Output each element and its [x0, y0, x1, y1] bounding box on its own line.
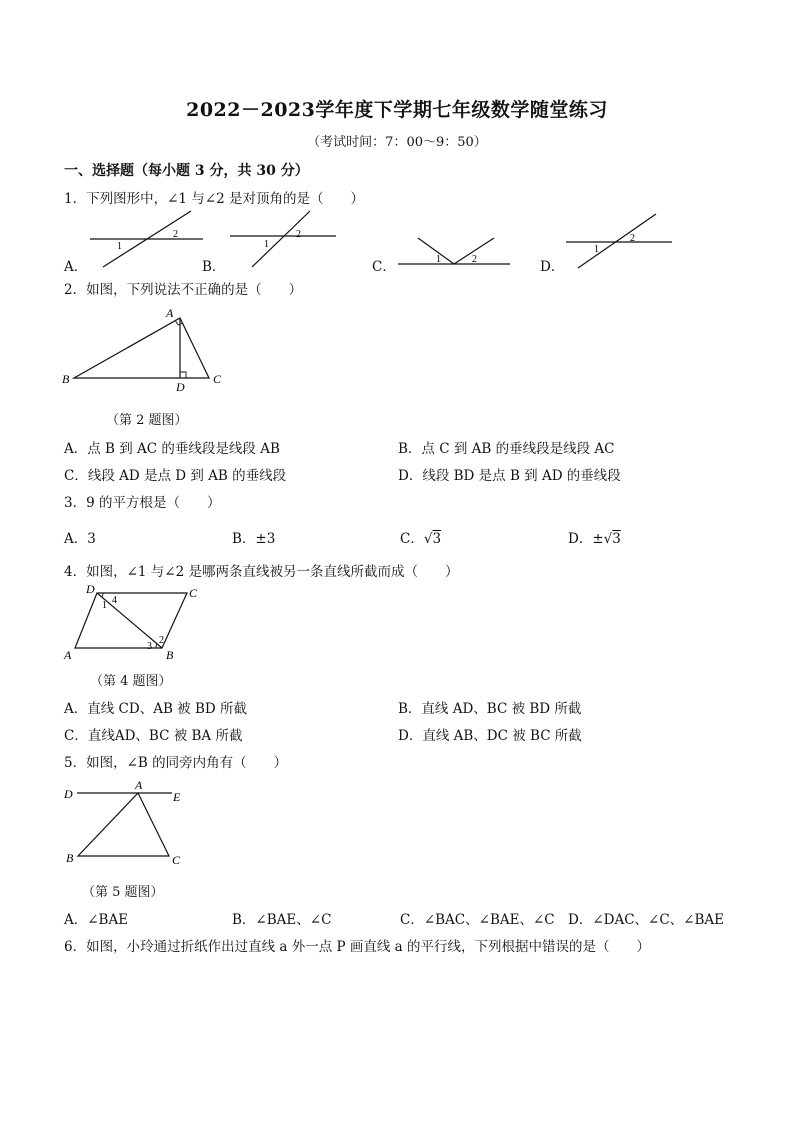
- exam-time: （考试时间：7：00～9：50）: [307, 135, 487, 150]
- q1-figure-b: [226, 205, 341, 270]
- q5-point-b: B: [66, 851, 74, 865]
- q5-point-a: A: [135, 778, 143, 792]
- q1c-angle-1: 1: [436, 254, 441, 265]
- q4-point-a: A: [64, 648, 72, 662]
- q3-option-d-label: D．±: [568, 531, 604, 547]
- q2-point-d: D: [176, 380, 185, 394]
- q2-option-d: D．线段 BD 是点 B 到 AD 的垂线段: [398, 468, 621, 484]
- q2-point-b: B: [62, 372, 70, 386]
- q1-figure-d: [562, 210, 677, 272]
- q2-point-c: C: [213, 372, 222, 386]
- q1b-angle-1: 1: [264, 239, 269, 250]
- q1d-angle-1: 1: [594, 244, 599, 255]
- q4-angle-4: 4: [112, 595, 117, 606]
- q4-point-b: B: [166, 648, 174, 662]
- q3-option-a: A．3: [64, 531, 96, 547]
- q4-angle-1: 1: [102, 600, 107, 611]
- q1-figure-a: [85, 205, 210, 270]
- q5-point-d: D: [64, 787, 73, 801]
- q5-option-a: A．∠BAE: [64, 912, 129, 928]
- q5-option-c: C．∠BAC、∠BAE、∠C: [400, 912, 555, 928]
- q4-point-c: C: [189, 586, 198, 600]
- q1-figure-c: [394, 230, 514, 270]
- section-heading-choice: 一、选择题（每小题 3 分，共 30 分）: [64, 163, 309, 179]
- q1c-angle-2: 2: [472, 254, 477, 265]
- q4-option-c: C．直线AD、BC 被 BA 所截: [64, 728, 243, 744]
- q5-caption: （第 5 题图）: [82, 885, 164, 900]
- q1-option-c-label: C．: [372, 259, 396, 275]
- page-title: 2022－2023学年度下学期七年级数学随堂练习: [186, 99, 608, 121]
- q2-option-a: A．点 B 到 AC 的垂线段是线段 AB: [64, 441, 280, 457]
- q4-caption: （第 4 题图）: [90, 674, 172, 689]
- q2-figure: [60, 305, 230, 397]
- q1a-angle-1: 1: [117, 241, 122, 252]
- q2-option-c: C．线段 AD 是点 D 到 AB 的垂线段: [64, 468, 287, 484]
- q3-option-d-radicand: 3: [612, 531, 621, 547]
- q5-option-b: B．∠BAE、∠C: [232, 912, 332, 928]
- q4-point-d: D: [86, 582, 95, 596]
- q1-option-b-label: B．: [202, 259, 226, 275]
- q5-option-d: D．∠DAC、∠C、∠BAE: [568, 912, 725, 928]
- q3-option-d: [568, 527, 621, 547]
- sqrt-sign-icon: √: [603, 531, 613, 547]
- q6-stem: 6．如图，小玲通过折纸作出过直线 a 外一点 P 画直线 a 的平行线，下列根据中错误的是（ ）: [64, 939, 651, 955]
- q4-option-d: D．直线 AB、DC 被 BC 所截: [398, 728, 582, 744]
- q5-figure: [60, 778, 200, 870]
- q4-option-a: A．直线 CD、AB 被 BD 所截: [64, 701, 247, 717]
- q1-option-d-label: D．: [540, 259, 565, 275]
- q1a-angle-2: 2: [173, 229, 178, 240]
- q1-stem: 1．下列图形中，∠1 与∠2 是对顶角的是（ ）: [64, 191, 364, 207]
- q4-angle-3: 3: [147, 641, 152, 652]
- q3-option-c-label: C．: [400, 531, 424, 547]
- q4-stem: 4．如图，∠1 与∠2 是哪两条直线被另一条直线所截而成（ ）: [64, 564, 459, 580]
- q5-point-c: C: [172, 853, 181, 867]
- q2-caption: （第 2 题图）: [106, 413, 188, 428]
- q4-option-b: B．直线 AD、BC 被 BD 所截: [398, 701, 582, 717]
- q5-stem: 5．如图，∠B 的同旁内角有（ ）: [64, 755, 288, 771]
- q2-stem: 2．如图，下列说法不正确的是（ ）: [64, 282, 303, 298]
- q4-figure: [60, 582, 210, 664]
- q3-option-b: B．±3: [232, 531, 276, 547]
- q3-option-c: [400, 527, 441, 547]
- q4-angle-2: 2: [159, 635, 164, 646]
- q5-point-e: E: [173, 790, 181, 804]
- q2-point-a: A: [166, 306, 174, 320]
- q3-stem: 3．9 的平方根是（ ）: [64, 495, 221, 511]
- q3-option-c-radicand: 3: [432, 531, 442, 547]
- q1b-angle-2: 2: [296, 229, 301, 240]
- sqrt-sign-icon: √: [423, 531, 433, 547]
- q2-option-b: B．点 C 到 AB 的垂线段是线段 AC: [398, 441, 615, 457]
- q1-option-a-label: A．: [64, 259, 88, 275]
- q1d-angle-2: 2: [630, 233, 635, 244]
